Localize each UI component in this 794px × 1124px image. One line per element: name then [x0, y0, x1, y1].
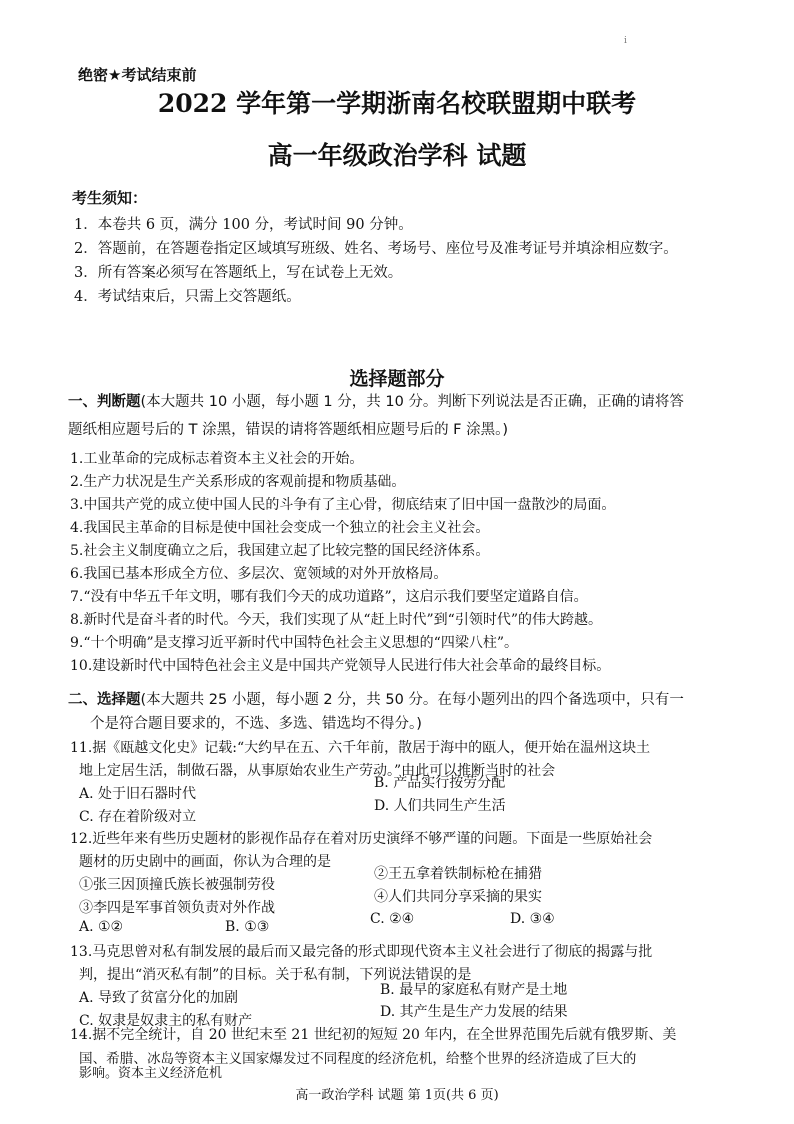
page-footer: 高一政治学科 试题 第 1页(共 6 页): [295, 1088, 499, 1103]
part2-desc-line2: 个是符合题目要求的，不选、多选、错选均不得分。): [90, 716, 422, 732]
q12-statement: ②王五拿着铁制标枪在捕猎: [374, 866, 542, 882]
q13-option-d: D. 其产生是生产力发展的结果: [380, 1004, 568, 1020]
q13-option-a: A. 导致了贫富分化的加剧: [79, 990, 239, 1006]
q14-stem: 影响。资本主义经济危机: [79, 1066, 223, 1081]
notice-item: 1．本卷共 6 页，满分 100 分，考试时间 90 分钟。: [74, 217, 413, 233]
notice-item: 2．答题前，在答题卷指定区域填写班级、姓名、考场号、座位号及准考证号并填涂相应数字。: [74, 241, 678, 257]
part1-header: [68, 390, 684, 411]
q12-option-a: A. ①②: [79, 919, 124, 935]
q11-stem: 11.据《瓯越文化史》记载:“大约早在五、六千年前，散居于海中的瓯人，便开始在温州这块土: [70, 740, 651, 756]
q11-option-d: D. 人们共同生产生活: [374, 798, 506, 814]
judge-item: 3.中国共产党的成立使中国人民的斗争有了主心骨，彻底结束了旧中国一盘散沙的局面。: [70, 497, 616, 513]
q12-statement: ③李四是军事首领负责对外作战: [79, 900, 275, 916]
exam-subtitle: 高一年级政治学科 试题: [267, 141, 527, 170]
confidential-label: 绝密★考试结束前: [78, 66, 197, 84]
corner-mark: i: [624, 36, 627, 46]
section-title: 选择题部分: [349, 368, 445, 390]
judge-item: 1.工业革命的完成标志着资本主义社会的开始。: [70, 451, 364, 467]
judge-item: 4.我国民主革命的目标是使中国社会变成一个独立的社会主义社会。: [70, 520, 490, 536]
q12-stem: 12.近些年来有些历史题材的影视作品存在着对历史演绎不够严谨的问题。下面是一些原始社会: [70, 831, 653, 847]
part1-heading: 一、判断题: [68, 394, 141, 410]
part2-header: [68, 688, 684, 709]
judge-item: 5.社会主义制度确立之后，我国建立起了比较完整的国民经济体系。: [70, 543, 490, 559]
judge-item: 9.“十个明确”是支撑习近平新时代中国特色社会主义思想的“四梁八柱”。: [70, 635, 518, 651]
judge-item: 7.“没有中华五千年文明，哪有我们今天的成功道路”，这启示我们要坚定道路自信。: [70, 589, 588, 605]
q13-stem: 判，提出“消灭私有制”的目标。关于私有制，下列说法错误的是: [79, 967, 472, 983]
notice-item: 3．所有答案必须写在答题纸上，写在试卷上无效。: [74, 265, 403, 281]
q12-statement: ④人们共同分享采摘的果实: [374, 889, 542, 905]
q12-option-b: B. ①③: [225, 919, 270, 935]
q13-option-b: B. 最早的家庭私有财产是土地: [380, 982, 568, 998]
q11-stem: 地上定居生活，制做石器，从事原始农业生产劳动。”由此可以推断当时的社会: [79, 763, 556, 779]
q13-option-c: C. 奴隶是奴隶主的私有财产: [79, 1013, 253, 1029]
q14-stem: 国、希腊、冰岛等资本主义国家爆发过不同程度的经济危机，给整个世界的经济造成了巨大的: [79, 1051, 637, 1067]
notice-heading: 考生须知：: [72, 189, 148, 207]
q14-stem: 14.据不完全统计，自 20 世纪末至 21 世纪初的短短 20 年内，在全世界范围先后就有俄罗斯、美: [70, 1027, 677, 1043]
judge-item: 8.新时代是奋斗者的时代。今天，我们实现了从“赶上时代”到“引领时代”的伟大跨越。: [70, 612, 602, 628]
part2-heading: 二、选择题: [68, 692, 141, 708]
judge-item: 2.生产力状况是生产关系形成的客观前提和物质基础。: [70, 474, 406, 490]
judge-item: 6.我国已基本形成全方位、多层次、宽领域的对外开放格局。: [70, 566, 448, 582]
q12-option-c: C. ②④: [370, 911, 415, 927]
q12-option-d: D. ③④: [510, 911, 555, 927]
part2-desc: (本大题共 25 小题，每小题 2 分，共 50 分。在每小题列出的四个备选项中，只有一: [140, 692, 684, 708]
q11-option-a: A. 处于旧石器时代: [79, 786, 197, 802]
q12-statement: ①张三因顶撞氏族长被强制劳役: [79, 877, 275, 893]
notice-item: 4．考试结束后，只需上交答题纸。: [74, 289, 301, 305]
judge-item: 10.建设新时代中国特色社会主义是中国共产党领导人民进行伟大社会革命的最终目标。: [70, 658, 611, 674]
q11-option-c: C. 存在着阶级对立: [79, 809, 197, 825]
part1-desc-line2: 题纸相应题号后的 T 涂黑，错误的请将答题纸相应题号后的 F 涂黑。): [68, 422, 509, 438]
part1-desc: (本大题共 10 小题，每小题 1 分，共 10 分。判断下列说法是否正确，正确的请将答: [140, 394, 684, 410]
q11-option-b: B. 产品实行按劳分配: [374, 775, 506, 791]
q13-stem: 13.马克思曾对私有制发展的最后而又最完备的形式即现代资本主义社会进行了彻底的揭露与批: [70, 944, 653, 960]
q12-stem: 题材的历史剧中的画面，你认为合理的是: [79, 854, 331, 870]
exam-title: 2022 学年第一学期浙南名校联盟期中联考: [157, 89, 637, 118]
